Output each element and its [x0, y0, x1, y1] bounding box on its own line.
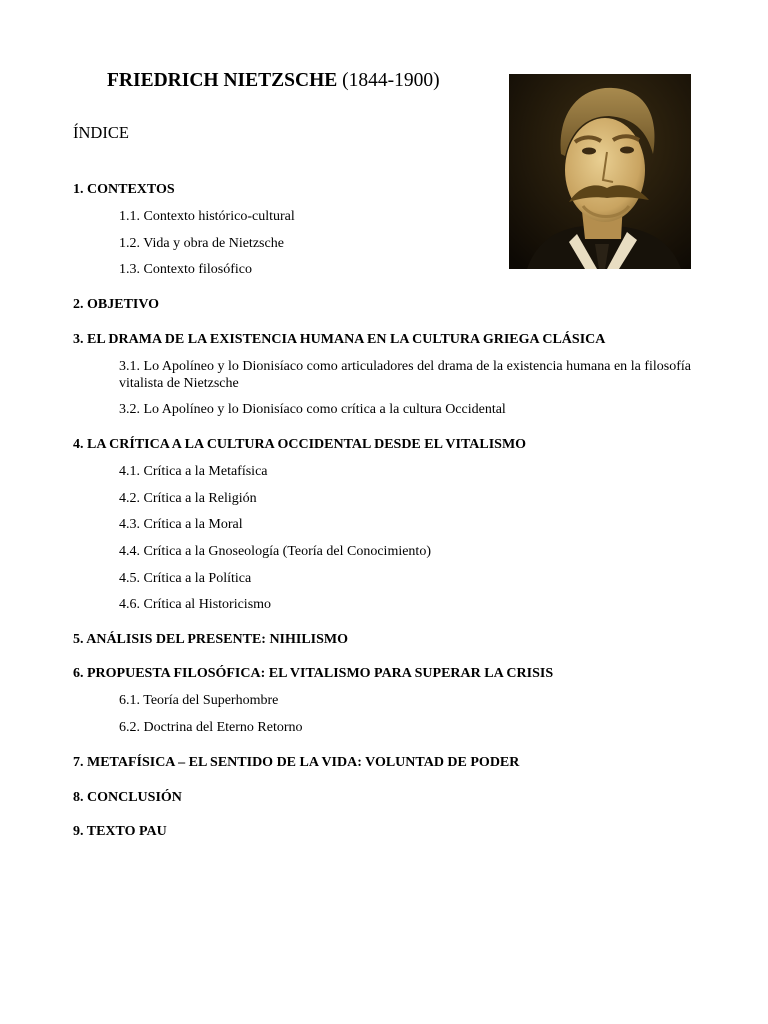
toc-subsection-item: 6.2. Doctrina del Eterno Retorno	[119, 720, 303, 735]
toc-subsection-item: 6.1. Teoría del Superhombre	[119, 693, 279, 708]
title-name: FRIEDRICH NIETZSCHE	[107, 70, 338, 91]
toc-subsection-item: 1.2. Vida y obra de Nietzsche	[119, 236, 284, 251]
toc-subsection-item: 3.2. Lo Apolíneo y lo Dionisíaco como crítica a la cultura Occidental	[119, 402, 506, 417]
toc-subsection-item: 4.2. Crítica a la Religión	[119, 491, 257, 506]
index-heading: ÍNDICE	[73, 123, 129, 142]
toc-section-heading: 9. TEXTO PAU	[73, 824, 167, 839]
toc-subsection-item: 4.5. Crítica a la Política	[119, 571, 252, 586]
toc-subsection-item: 1.1. Contexto histórico-cultural	[119, 209, 295, 224]
toc-section-heading: 7. METAFÍSICA – EL SENTIDO DE LA VIDA: VOLUNTAD DE PODER	[73, 755, 520, 770]
toc-section-heading: 5. ANÁLISIS DEL PRESENTE: NIHILISMO	[73, 632, 349, 647]
title-dates: (1844-1900)	[342, 70, 440, 91]
toc-subsection-item: 4.1. Crítica a la Metafísica	[119, 464, 268, 479]
toc-section-heading: 1. CONTEXTOS	[73, 182, 175, 197]
toc-subsection-item: 4.6. Crítica al Historicismo	[119, 597, 272, 612]
toc-section-heading: 4. LA CRÍTICA A LA CULTURA OCCIDENTAL DESDE EL VITALISMO	[73, 437, 527, 452]
toc-subsection-item: 1.3. Contexto filosófico	[119, 262, 252, 277]
toc-subsection-item: 4.4. Crítica a la Gnoseología (Teoría del Conocimiento)	[119, 544, 431, 559]
toc-section-heading: 2. OBJETIVO	[73, 297, 160, 312]
toc-section-heading: 3. EL DRAMA DE LA EXISTENCIA HUMANA EN LA CULTURA GRIEGA CLÁSICA	[73, 332, 606, 347]
toc-subsection-item: 4.3. Crítica a la Moral	[119, 517, 243, 532]
toc-section-heading: 8. CONCLUSIÓN	[73, 790, 182, 805]
toc-subsection-item: 3.1. Lo Apolíneo y lo Dionisíaco como articuladores del drama de la existencia humana en la filosofía vitalista de Nietzsche	[119, 359, 691, 391]
toc-section-heading: 6. PROPUESTA FILOSÓFICA: EL VITALISMO PARA SUPERAR LA CRISIS	[73, 666, 554, 681]
page-title	[107, 68, 440, 94]
